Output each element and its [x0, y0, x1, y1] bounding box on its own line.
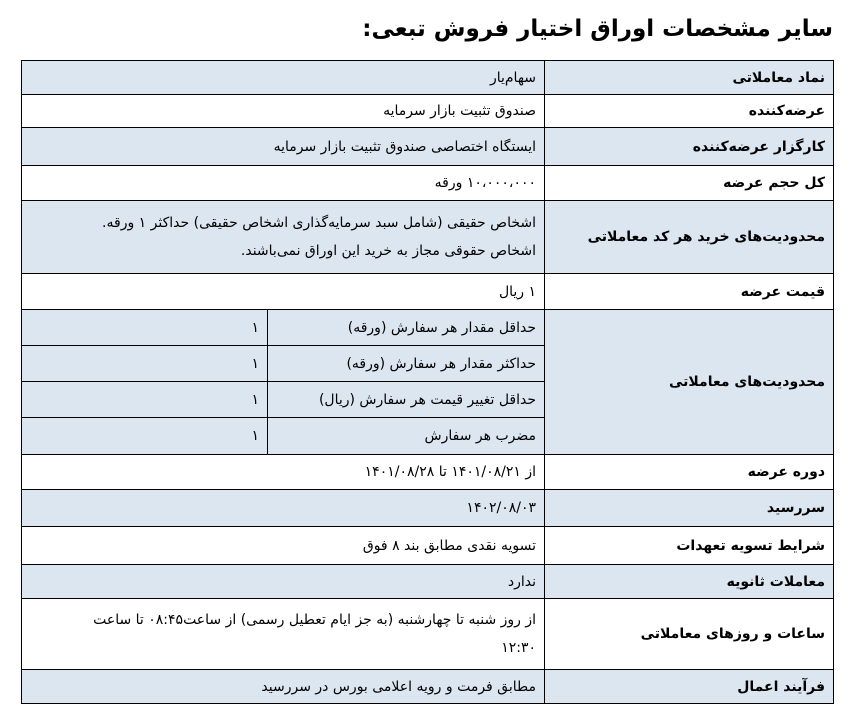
trade-limit-name: حداقل مقدار هر سفارش (ورقه)	[268, 310, 545, 346]
row-value: سهام‌یار	[22, 61, 545, 95]
trade-limit-name: مضرب هر سفارش	[268, 418, 545, 455]
row-symbol	[22, 61, 834, 95]
hours-line: ۱۲:۳۰	[501, 640, 537, 656]
row-secondary	[22, 565, 834, 599]
trade-limit-name: حداقل تغییر قیمت هر سفارش (ریال)	[268, 382, 545, 418]
row-label: نماد معاملاتی	[545, 61, 834, 95]
row-label: شرایط تسویه تعهدات	[545, 527, 834, 565]
row-value: ۱۴۰۲/۰۸/۰۳	[22, 490, 545, 527]
row-label: معاملات ثانویه	[545, 565, 834, 599]
row-trade-limit	[22, 310, 834, 346]
row-label: سررسید	[545, 490, 834, 527]
row-value: صندوق تثبیت بازار سرمایه	[22, 95, 545, 128]
row-issuer	[22, 95, 834, 128]
row-label: قیمت عرضه	[545, 274, 834, 310]
row-value: از ۱۴۰۱/۰۸/۲۱ تا ۱۴۰۱/۰۸/۲۸	[22, 455, 545, 490]
row-value: ایستگاه اختصاصی صندوق تثبیت بازار سرمایه	[22, 128, 545, 166]
row-settlement	[22, 527, 834, 565]
row-period	[22, 455, 834, 490]
row-price	[22, 274, 834, 310]
row-value: ۱ ریال	[22, 274, 545, 310]
row-value: مطابق فرمت و رویه اعلامی بورس در سررسید	[22, 670, 545, 704]
row-label: فرآیند اعمال	[545, 670, 834, 704]
row-label: دوره عرضه	[545, 455, 834, 490]
trade-limit-value: ۱	[22, 382, 268, 418]
trade-limit-value: ۱	[22, 346, 268, 382]
trade-limit-value: ۱	[22, 418, 268, 455]
hours-line: از روز شنبه تا چهارشنبه (به جز ایام تعطیل رسمی) از ساعت۰۸:۴۵ تا ساعت	[93, 612, 537, 628]
row-broker	[22, 128, 834, 166]
trade-limit-name: حداکثر مقدار هر سفارش (ورقه)	[268, 346, 545, 382]
row-hours	[22, 599, 834, 670]
row-value	[22, 201, 545, 274]
row-label: محدودیت‌های معاملاتی	[545, 310, 834, 455]
row-buy-limits	[22, 201, 834, 274]
row-label: محدودیت‌های خرید هر کد معاملاتی	[545, 201, 834, 274]
row-exercise	[22, 670, 834, 704]
spec-table	[21, 60, 834, 704]
buy-limit-line: اشخاص حقیقی (شامل سبد سرمایه‌گذاری اشخاص حقیقی) حداکثر ۱ ورقه.	[102, 215, 537, 231]
row-label: ساعات و روزهای معاملاتی	[545, 599, 834, 670]
row-value: ندارد	[22, 565, 545, 599]
row-label: عرضه‌کننده	[545, 95, 834, 128]
row-label: کل حجم عرضه	[545, 166, 834, 201]
buy-limit-line: اشخاص حقوقی مجاز به خرید این اوراق نمی‌باشند.	[240, 243, 537, 259]
trade-limit-value: ۱	[22, 310, 268, 346]
page-title: سایر مشخصات اوراق اختیار فروش تبعی:	[362, 16, 833, 42]
row-value	[22, 599, 545, 670]
row-maturity	[22, 490, 834, 527]
row-label: کارگزار عرضه‌کننده	[545, 128, 834, 166]
row-value: ۱۰،۰۰۰،۰۰۰ ورقه	[22, 166, 545, 201]
row-value: تسویه نقدی مطابق بند ۸ فوق	[22, 527, 545, 565]
row-volume	[22, 166, 834, 201]
